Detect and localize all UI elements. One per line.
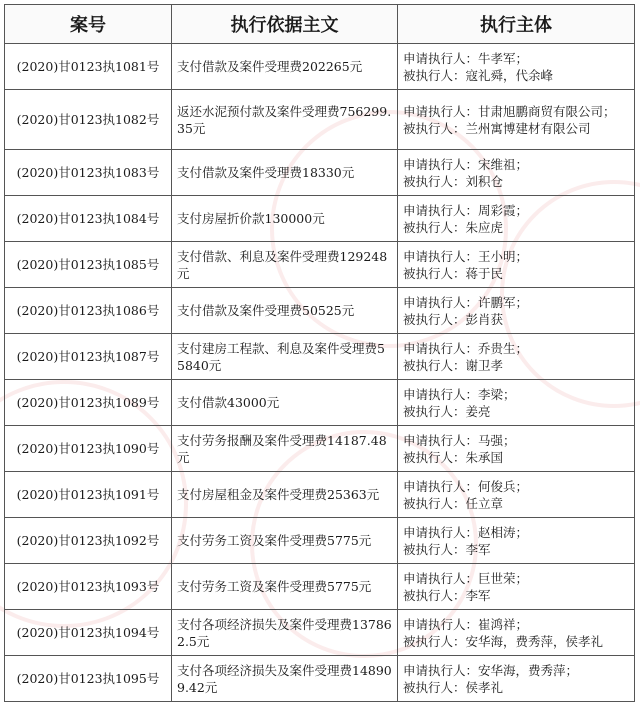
case-number-cell: (2020)甘0123执1090号 — [5, 426, 172, 472]
execution-basis-cell: 支付建房工程款、利息及案件受理费55840元 — [172, 334, 398, 380]
header-case-number: 案号 — [5, 5, 172, 44]
case-number-cell: (2020)甘0123执1087号 — [5, 334, 172, 380]
respondent-line: 被执行人：朱应虎 — [403, 219, 504, 235]
execution-basis-cell: 支付房屋折价款130000元 — [172, 196, 398, 242]
table-row — [5, 196, 635, 242]
applicant-line: 申请执行人：乔贵生； — [403, 340, 529, 356]
case-number-cell: (2020)甘0123执1082号 — [5, 90, 172, 150]
execution-basis-cell: 支付借款43000元 — [172, 380, 398, 426]
table-row — [5, 44, 635, 90]
applicant-line: 申请执行人：何俊兵； — [403, 478, 529, 494]
execution-basis-cell: 支付借款、利息及案件受理费129248元 — [172, 242, 398, 288]
applicant-line: 申请执行人：王小明； — [403, 248, 529, 264]
case-number-cell: (2020)甘0123执1094号 — [5, 610, 172, 656]
execution-basis-cell: 支付各项经济损失及案件受理费137862.5元 — [172, 610, 398, 656]
respondent-line: 被执行人：寇礼舜，代余峰 — [403, 67, 554, 83]
case-number-cell: (2020)甘0123执1081号 — [5, 44, 172, 90]
parties-cell — [398, 656, 635, 702]
table-row — [5, 242, 635, 288]
respondent-line: 被执行人：谢卫孝 — [403, 357, 504, 373]
parties-cell — [398, 472, 635, 518]
parties-cell — [398, 150, 635, 196]
case-number-cell: (2020)甘0123执1095号 — [5, 656, 172, 702]
execution-basis-cell: 支付借款及案件受理费202265元 — [172, 44, 398, 90]
parties-cell — [398, 196, 635, 242]
execution-basis-cell: 支付劳务工资及案件受理费5775元 — [172, 518, 398, 564]
execution-basis-cell: 返还水泥预付款及案件受理费756299.35元 — [172, 90, 398, 150]
applicant-line: 申请执行人：李梁； — [403, 386, 516, 402]
table-body — [5, 44, 635, 702]
respondent-line: 被执行人：朱承国 — [403, 449, 504, 465]
table-row — [5, 518, 635, 564]
execution-basis-cell: 支付劳务工资及案件受理费5775元 — [172, 564, 398, 610]
respondent-line: 被执行人：安华海，费秀萍，侯孝礼 — [403, 633, 604, 649]
parties-cell — [398, 288, 635, 334]
parties-cell — [398, 610, 635, 656]
case-number-cell: (2020)甘0123执1083号 — [5, 150, 172, 196]
applicant-line: 申请执行人：周彩霞； — [403, 202, 529, 218]
table-row — [5, 610, 635, 656]
respondent-line: 被执行人：侯孝礼 — [403, 679, 504, 695]
parties-cell — [398, 564, 635, 610]
respondent-line: 被执行人：蒋于民 — [403, 265, 504, 281]
applicant-line: 申请执行人：宋维祖； — [403, 156, 529, 172]
parties-cell — [398, 380, 635, 426]
case-number-cell: (2020)甘0123执1085号 — [5, 242, 172, 288]
header-execution-parties: 执行主体 — [398, 5, 635, 44]
case-number-cell: (2020)甘0123执1086号 — [5, 288, 172, 334]
parties-cell — [398, 518, 635, 564]
table-row — [5, 472, 635, 518]
table-row — [5, 380, 635, 426]
parties-cell — [398, 334, 635, 380]
applicant-line: 申请执行人：牛孝军； — [403, 50, 529, 66]
table-row — [5, 150, 635, 196]
applicant-line: 申请执行人：马强； — [403, 432, 516, 448]
parties-cell — [398, 90, 635, 150]
table-row — [5, 564, 635, 610]
case-number-cell: (2020)甘0123执1091号 — [5, 472, 172, 518]
case-table — [4, 4, 635, 702]
table-header-row — [5, 5, 635, 44]
respondent-line: 被执行人：李军 — [403, 541, 491, 557]
parties-cell — [398, 44, 635, 90]
respondent-line: 被执行人：刘积仓 — [403, 173, 504, 189]
parties-cell — [398, 426, 635, 472]
case-number-cell: (2020)甘0123执1084号 — [5, 196, 172, 242]
applicant-line: 申请执行人：甘肃旭鹏商贸有限公司； 被执行人：兰州寓博建材有限公司 — [403, 103, 616, 136]
applicant-line: 申请执行人：巨世荣； — [403, 570, 529, 586]
case-number-cell: (2020)甘0123执1092号 — [5, 518, 172, 564]
respondent-line: 被执行人：任立章 — [403, 495, 504, 511]
applicant-line: 申请执行人：崔鸿祥； — [403, 616, 529, 632]
execution-basis-cell: 支付劳务报酬及案件受理费14187.48元 — [172, 426, 398, 472]
respondent-line: 被执行人：彭肖获 — [403, 311, 504, 327]
case-number-cell: (2020)甘0123执1093号 — [5, 564, 172, 610]
execution-basis-cell: 支付借款及案件受理费50525元 — [172, 288, 398, 334]
table-row — [5, 334, 635, 380]
execution-basis-cell: 支付各项经济损失及案件受理费148909.42元 — [172, 656, 398, 702]
parties-cell — [398, 242, 635, 288]
respondent-line: 被执行人：姜亮 — [403, 403, 491, 419]
table-row — [5, 288, 635, 334]
applicant-line: 申请执行人：许鹏军； — [403, 294, 529, 310]
table-row — [5, 656, 635, 702]
case-number-cell: (2020)甘0123执1089号 — [5, 380, 172, 426]
table-row — [5, 90, 635, 150]
applicant-line: 申请执行人：赵相涛； — [403, 524, 529, 540]
execution-basis-cell: 支付借款及案件受理费18330元 — [172, 150, 398, 196]
header-execution-basis: 执行依据主文 — [172, 5, 398, 44]
table-row — [5, 426, 635, 472]
execution-basis-cell: 支付房屋租金及案件受理费25363元 — [172, 472, 398, 518]
respondent-line: 被执行人：李军 — [403, 587, 491, 603]
applicant-line: 申请执行人：安华海，费秀萍； — [403, 662, 579, 678]
